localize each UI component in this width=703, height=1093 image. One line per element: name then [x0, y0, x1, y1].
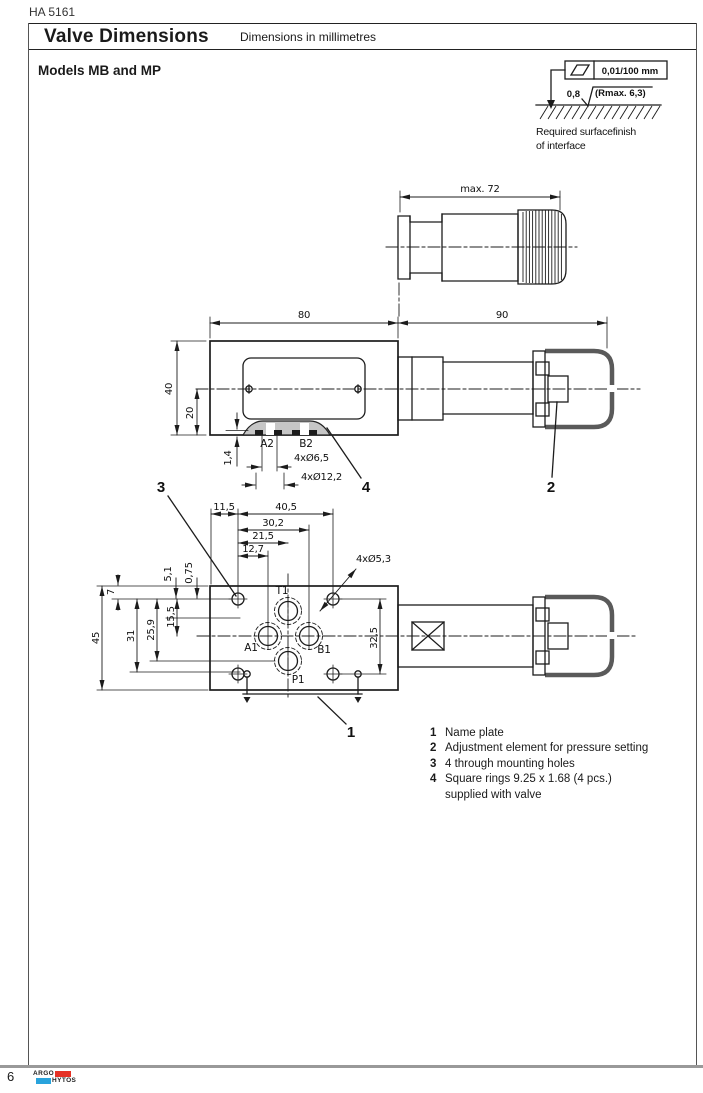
- dim-0-75: 0,75: [184, 562, 195, 584]
- logo-row-2: [33, 1078, 76, 1084]
- argo-hytos-logo: [33, 1071, 76, 1084]
- surface-finish-symbol: [536, 61, 667, 152]
- surface-hatching: [540, 106, 660, 119]
- dim-12-7: 12,7: [242, 544, 264, 555]
- dim-25-9: 25,9: [146, 619, 157, 641]
- port-label-t1: T1: [275, 585, 289, 597]
- side-view: [157, 310, 640, 596]
- dim-45: 45: [91, 631, 102, 645]
- legend-item-4: [430, 772, 692, 787]
- dim-80: 80: [297, 310, 311, 321]
- roughness-ra: 0,8: [566, 89, 580, 100]
- dim-20: 20: [185, 406, 196, 420]
- legend-item-3: [430, 757, 692, 772]
- dim-5-1: 5,1: [163, 566, 174, 582]
- dim-30-2: 30,2: [262, 518, 284, 529]
- logo-blue-block: [36, 1078, 51, 1084]
- doc-number: HA 5161: [29, 5, 76, 19]
- legend-num: 4: [430, 773, 437, 786]
- port-b2: B2: [299, 438, 313, 450]
- port-p1: [275, 648, 302, 675]
- port-label-b1: B1: [317, 644, 331, 656]
- plan-view: [91, 502, 638, 741]
- name-plate: [243, 358, 365, 419]
- solenoid-flange: [398, 357, 443, 420]
- page-title: Valve Dimensions: [44, 25, 209, 47]
- dim-32-5: 32,5: [369, 627, 380, 649]
- callout-3: 3: [156, 479, 166, 496]
- dim-11-5: 11,5: [213, 502, 235, 513]
- dim-max72: max. 72: [460, 184, 500, 195]
- legend-num: 3: [430, 757, 437, 770]
- legend-item-2: [430, 741, 692, 756]
- legend-item-1: [430, 726, 692, 741]
- logo-red-block: [55, 1071, 71, 1077]
- rivet-pin: [355, 671, 362, 703]
- footer-divider: [0, 1065, 703, 1068]
- legend-item-4-cont: supplied with valve: [445, 788, 542, 801]
- flatness-icon: [571, 65, 589, 75]
- logo-text-argo: ARGO: [33, 1070, 55, 1077]
- legend-num: 1: [430, 727, 437, 739]
- port-a1: [255, 623, 282, 650]
- dim-4xo65: 4xØ6,5: [294, 453, 329, 464]
- dim-7: 7: [106, 588, 117, 596]
- port-label-a1: A1: [244, 642, 258, 654]
- dim-40: 40: [164, 382, 175, 396]
- models-heading: Models MB and MP: [38, 63, 162, 78]
- top-view: [386, 184, 577, 318]
- callout-2: 2: [546, 479, 556, 496]
- dim-4xo53: 4xØ5,3: [356, 554, 391, 565]
- rivet-pin: [244, 671, 251, 703]
- callout-4: 4: [361, 479, 371, 496]
- legend-text: Name plate: [445, 727, 504, 739]
- mounting-holes: [229, 590, 342, 683]
- surface-caption-1: Required surfacefinish: [536, 126, 637, 138]
- dim-40-5: 40,5: [275, 502, 297, 513]
- logo-text-hytos: HYTOS: [52, 1077, 77, 1084]
- legend-text: 4 through mounting holes: [445, 757, 575, 770]
- port-a2: A2: [260, 438, 274, 450]
- legend: [430, 726, 692, 803]
- dim-4xo122: 4xØ12,2: [301, 472, 343, 483]
- page-number: 6: [7, 1069, 15, 1084]
- legend-num: 2: [430, 742, 437, 755]
- port-t1: [275, 598, 302, 625]
- roughness-rmax: (Rmax. 6,3): [595, 88, 646, 99]
- connector-body: [398, 214, 518, 281]
- callout-1: 1: [346, 724, 356, 741]
- legend-text: Adjustment element for pressure setting: [445, 742, 649, 755]
- flatness-value: 0,01/100 mm: [601, 66, 659, 77]
- dim-90: 90: [495, 310, 509, 321]
- dim-15-5: 15,5: [166, 606, 177, 628]
- page-subtitle: Dimensions in millimetres: [240, 29, 377, 44]
- legend-text: Square rings 9.25 x 1.68 (4 pcs.): [445, 773, 612, 786]
- surface-caption-2: of interface: [536, 140, 586, 152]
- port-label-p1: P1: [291, 674, 305, 686]
- dim-21-5: 21,5: [252, 531, 274, 542]
- dim-1-4: 1,4: [223, 450, 234, 466]
- dim-31: 31: [126, 629, 137, 643]
